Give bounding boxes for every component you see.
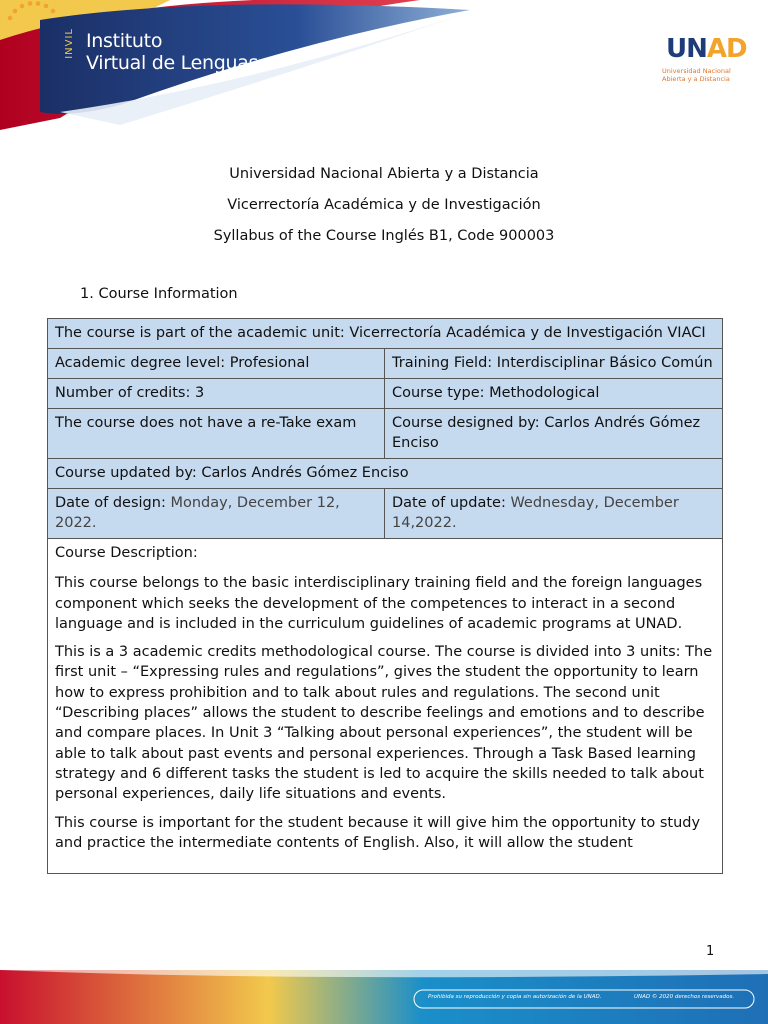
update-date-cell bbox=[385, 489, 723, 539]
unad-logo-wordmark: UNAD bbox=[666, 34, 747, 64]
course-information-table bbox=[47, 318, 723, 874]
table-row bbox=[48, 379, 723, 409]
table-row bbox=[48, 409, 723, 459]
design-date-value: Monday, December 12, 2022. bbox=[55, 495, 340, 531]
design-date-cell bbox=[48, 489, 385, 539]
credits-cell: Number of credits: 3 bbox=[48, 379, 385, 409]
course-description-cell bbox=[48, 539, 723, 874]
description-paragraph: This course is important for the student because it will give him the opportunity to study and practice the intermediate contents of English. Also, it will allow the student bbox=[55, 814, 701, 851]
course-description-label: Course Description: bbox=[55, 545, 198, 561]
unad-logo-dots-icon bbox=[0, 0, 82, 70]
description-paragraph: This course belongs to the basic interdisciplinary training field and the foreign languages component which seeks the development of the competences to interact in a second language and is included in the curriculum guidelines of academic programs at UNAD. bbox=[55, 575, 703, 632]
unad-logo-subtitle: Universidad Nacional Abierta y a Distancia bbox=[662, 67, 731, 83]
vicerrectoria-title: Vicerrectoría Académica y de Investigación bbox=[227, 197, 541, 213]
update-date-value: Wednesday, December 14,2022. bbox=[392, 495, 679, 531]
page-number: 1 bbox=[706, 944, 715, 959]
table-row bbox=[48, 349, 723, 379]
retake-cell: The course does not have a re-Take exam bbox=[48, 409, 385, 459]
academic-unit-cell: The course is part of the academic unit: Vicerrectoría Académica y de Investigación VIACI bbox=[48, 319, 723, 349]
update-date-label: Date of update: bbox=[392, 495, 506, 511]
updated-by-cell: Course updated by: Carlos Andrés Gómez Enciso bbox=[48, 459, 723, 489]
invil-vertical-tag: INVIL bbox=[64, 28, 75, 59]
syllabus-title: Syllabus of the Course Inglés B1, Code 900003 bbox=[213, 228, 555, 244]
training-field-cell: Training Field: Interdisciplinar Básico Común bbox=[385, 349, 723, 379]
document-titles bbox=[0, 163, 768, 256]
table-row bbox=[48, 539, 723, 874]
table-row bbox=[48, 319, 723, 349]
designed-by-cell: Course designed by: Carlos Andrés Gómez Enciso bbox=[385, 409, 723, 459]
description-paragraph: This is a 3 academic credits methodological course. The course is divided into 3 units: The first unit – “Expressing rules and regulations”, gives the student the opportunity to learn how to express prohibition and to talk about rules and regulations. The second unit “Describing places” allows the student to describe feelings and emotions and to describe and compare places. In Unit 3 “Talking about personal experiences”, the student will be able to talk about past events and personal experiences. Through a Task Based learning strategy and 6 different tasks the student is led to acquire the skills needed to talk about personal experiences, daily life situations and events. bbox=[55, 644, 713, 803]
course-description bbox=[48, 539, 722, 873]
degree-level-cell: Academic degree level: Profesional bbox=[48, 349, 385, 379]
design-date-label: Date of design: bbox=[55, 495, 166, 511]
footer-copyright: UNAD © 2020 derechos reservados. bbox=[634, 994, 735, 1000]
page-header bbox=[0, 0, 768, 140]
university-title: Universidad Nacional Abierta y a Distancia bbox=[229, 166, 539, 182]
page-footer bbox=[0, 970, 768, 1024]
institute-name bbox=[86, 30, 258, 74]
footer-notice: Prohibida su reproducción y copia sin autorización de la UNAD. bbox=[428, 994, 602, 1000]
institute-line-2: Virtual de Lenguas bbox=[86, 52, 259, 74]
course-type-cell: Course type: Methodological bbox=[385, 379, 723, 409]
table-row bbox=[48, 489, 723, 539]
institute-line-1: Instituto bbox=[86, 30, 163, 52]
section-title: 1. Course Information bbox=[80, 286, 238, 302]
table-row bbox=[48, 459, 723, 489]
